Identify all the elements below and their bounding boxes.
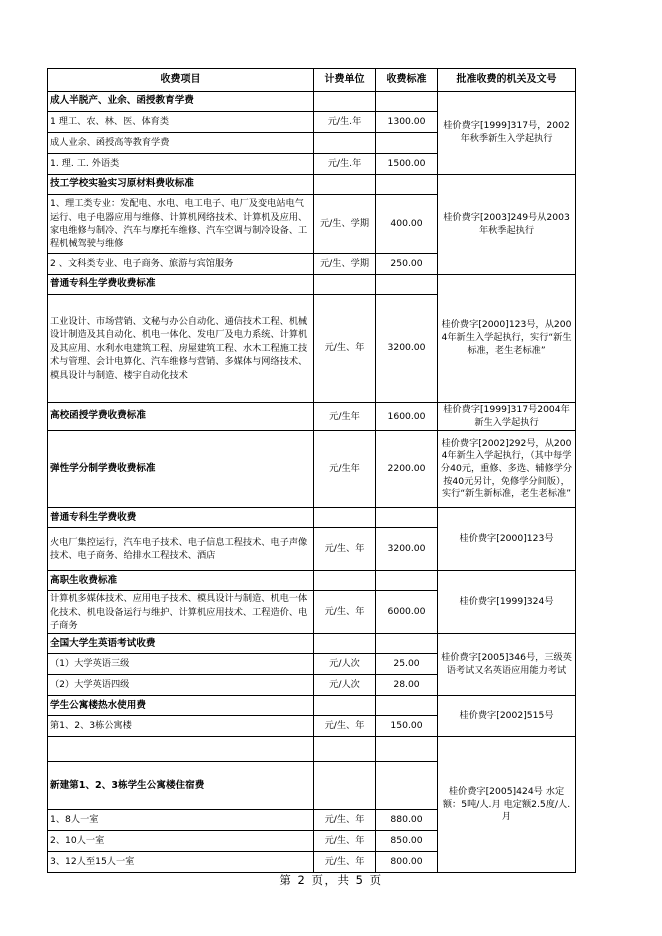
- cell-billing-unit: 元/生.年: [314, 112, 376, 133]
- cell-fee-item: 弹性学分制学费收费标准: [48, 431, 314, 508]
- cell-fee-standard: [376, 762, 438, 810]
- page-footer: 第 2 页，共 5 页: [279, 873, 383, 887]
- table-row: [48, 737, 576, 762]
- table-row: [48, 508, 576, 528]
- fee-schedule-table: [47, 68, 576, 873]
- table-row: [48, 696, 576, 716]
- cell-fee-standard: [376, 175, 438, 195]
- cell-approval-document: 桂价费字[2002]292号，从2004年新生入学起执行，（其中每学分40元，重修、多选、辅修学分按40元另计，免修学分间版），实行“新生新标准，老生老标准”: [438, 431, 576, 508]
- cell-fee-item: 技工学校实验实习原材料费收标准: [48, 175, 314, 195]
- cell-billing-unit: 元/生、学期: [314, 195, 376, 254]
- cell-fee-standard: 6000.00: [376, 591, 438, 634]
- cell-fee-item: 工业设计、市场营销、文秘与办公自动化、通信技术工程、机械设计制造及其自动化、机电一体化、发电厂及电力系统、计算机及其应用、水利水电建筑工程、房屋建筑工程、水木工程施工技术与管理、会计电算化、汽车维修与营销、多媒体与网络技术、模具设计与制造、楼宇自动化技术: [48, 295, 314, 403]
- cell-billing-unit: 元/生、年: [314, 591, 376, 634]
- cell-billing-unit: 元/生年: [314, 431, 376, 508]
- cell-approval-document: 桂价费字[2003]249号从2003年秋季起执行: [438, 175, 576, 275]
- table-header-row: [48, 69, 576, 92]
- cell-billing-unit: [314, 571, 376, 591]
- column-header-item: 收费项目: [48, 69, 314, 92]
- cell-approval-document: 桂价费字[2002]515号: [438, 696, 576, 737]
- cell-fee-standard: 25.00: [376, 654, 438, 675]
- cell-fee-item: 计算机多媒体技术、应用电子技术、模具设计与制造、机电一体化技术、机电设备运行与维护、计算机应用技术、工程造价、电子商务: [48, 591, 314, 634]
- cell-fee-item: 新建第1、2、3栋学生公寓楼住宿费: [48, 762, 314, 810]
- cell-fee-item: 火电厂集控运行，汽车电子技术、电子信息工程技术、电子声像技术、电子商务、给排水工程技术、酒店: [48, 528, 314, 571]
- table-row: [48, 431, 576, 508]
- table-header: [48, 69, 576, 92]
- cell-billing-unit: [314, 175, 376, 195]
- table-body: [48, 92, 576, 873]
- cell-billing-unit: 元/生、学期: [314, 254, 376, 275]
- cell-billing-unit: [314, 762, 376, 810]
- cell-billing-unit: [314, 696, 376, 716]
- cell-billing-unit: 元/生、年: [314, 852, 376, 873]
- cell-approval-document: 桂价费字[2000]123号: [438, 508, 576, 571]
- cell-fee-standard: 3200.00: [376, 295, 438, 403]
- cell-fee-standard: 150.00: [376, 716, 438, 737]
- cell-approval-document: 桂价费字[1999]317号2004年新生入学起执行: [438, 403, 576, 431]
- cell-billing-unit: [314, 133, 376, 154]
- cell-approval-document: 桂价费字[2000]123号，从2004年新生入学起执行，实行“新生标准，老生老标准”: [438, 275, 576, 403]
- cell-fee-standard: 250.00: [376, 254, 438, 275]
- cell-billing-unit: [314, 275, 376, 295]
- column-header-document: 批准收费的机关及文号: [438, 69, 576, 92]
- cell-fee-standard: 880.00: [376, 810, 438, 831]
- table-row: [48, 403, 576, 431]
- cell-fee-item: 1、理工类专业：发配电、水电、电工电子、电厂及变电站电气运行、电子电器应用与维修、计算机网络技术、计算机及应用、家电维修与制冷、汽车与摩托车维修、汽车空调与制冷设备、工程机械驾驶与维修: [48, 195, 314, 254]
- table-row: [48, 175, 576, 195]
- cell-fee-item: （2）大学英语四级: [48, 675, 314, 696]
- cell-billing-unit: [314, 634, 376, 654]
- cell-fee-standard: [376, 508, 438, 528]
- column-header-standard: 收费标准: [376, 69, 438, 92]
- cell-fee-item: 高校函授学费收费标准: [48, 403, 314, 431]
- cell-fee-standard: 1500.00: [376, 154, 438, 175]
- cell-billing-unit: 元/生、年: [314, 528, 376, 571]
- cell-fee-item: 1 理工、农、林、医、体育类: [48, 112, 314, 133]
- table-row: [48, 275, 576, 295]
- column-header-unit: 计费单位: [314, 69, 376, 92]
- cell-fee-standard: 850.00: [376, 831, 438, 852]
- cell-fee-standard: 2200.00: [376, 431, 438, 508]
- cell-fee-item: 2、10人一室: [48, 831, 314, 852]
- cell-approval-document: 桂价费字[1999]324号: [438, 571, 576, 634]
- cell-fee-standard: [376, 571, 438, 591]
- cell-billing-unit: 元/生、年: [314, 295, 376, 403]
- cell-billing-unit: [314, 737, 376, 762]
- cell-fee-item: （1）大学英语三级: [48, 654, 314, 675]
- cell-approval-document: 桂价费字[1999]317号，2002年秋季新生入学起执行: [438, 92, 576, 175]
- table-row: [48, 92, 576, 112]
- cell-fee-standard: [376, 696, 438, 716]
- cell-approval-document: 桂价费字[2005]346号，三级英语考试又名英语应用能力考试: [438, 634, 576, 696]
- cell-fee-item: 1、8人一室: [48, 810, 314, 831]
- cell-fee-item: 1. 理. 工. 外语类: [48, 154, 314, 175]
- cell-billing-unit: 元/人次: [314, 654, 376, 675]
- cell-fee-item: 普通专科生学费收费标准: [48, 275, 314, 295]
- cell-billing-unit: 元/生年: [314, 403, 376, 431]
- cell-fee-standard: [376, 737, 438, 762]
- table-row: [48, 634, 576, 654]
- table-row: [48, 571, 576, 591]
- cell-billing-unit: 元/人次: [314, 675, 376, 696]
- cell-approval-document: 桂价费字[2005]424号 水定额：5吨/人.月 电定额2.5度/人.月: [438, 737, 576, 873]
- cell-fee-item: 成人半脱产、业余、函授教育学费: [48, 92, 314, 112]
- cell-billing-unit: 元/生、年: [314, 810, 376, 831]
- cell-fee-standard: 3200.00: [376, 528, 438, 571]
- cell-fee-item: 第1、2、3栋公寓楼: [48, 716, 314, 737]
- cell-billing-unit: [314, 92, 376, 112]
- cell-fee-standard: [376, 92, 438, 112]
- cell-fee-item: 3、12人至15人一室: [48, 852, 314, 873]
- cell-fee-standard: 400.00: [376, 195, 438, 254]
- cell-billing-unit: 元/生、年: [314, 831, 376, 852]
- cell-fee-standard: 1600.00: [376, 403, 438, 431]
- cell-fee-item: 学生公寓楼热水使用费: [48, 696, 314, 716]
- cell-fee-item: [48, 737, 314, 762]
- cell-fee-standard: [376, 634, 438, 654]
- cell-fee-standard: [376, 133, 438, 154]
- cell-fee-item: 普通专科生学费收费: [48, 508, 314, 528]
- cell-fee-item: 全国大学生英语考试收费: [48, 634, 314, 654]
- cell-fee-item: 高职生收费标准: [48, 571, 314, 591]
- cell-fee-standard: [376, 275, 438, 295]
- cell-fee-item: 成人业余、函授高等教育学费: [48, 133, 314, 154]
- cell-billing-unit: 元/生.年: [314, 154, 376, 175]
- cell-fee-standard: 1300.00: [376, 112, 438, 133]
- cell-fee-standard: 800.00: [376, 852, 438, 873]
- cell-billing-unit: 元/生、年: [314, 716, 376, 737]
- cell-fee-standard: 28.00: [376, 675, 438, 696]
- cell-billing-unit: [314, 508, 376, 528]
- cell-fee-item: 2 、文科类专业、电子商务、旅游与宾馆服务: [48, 254, 314, 275]
